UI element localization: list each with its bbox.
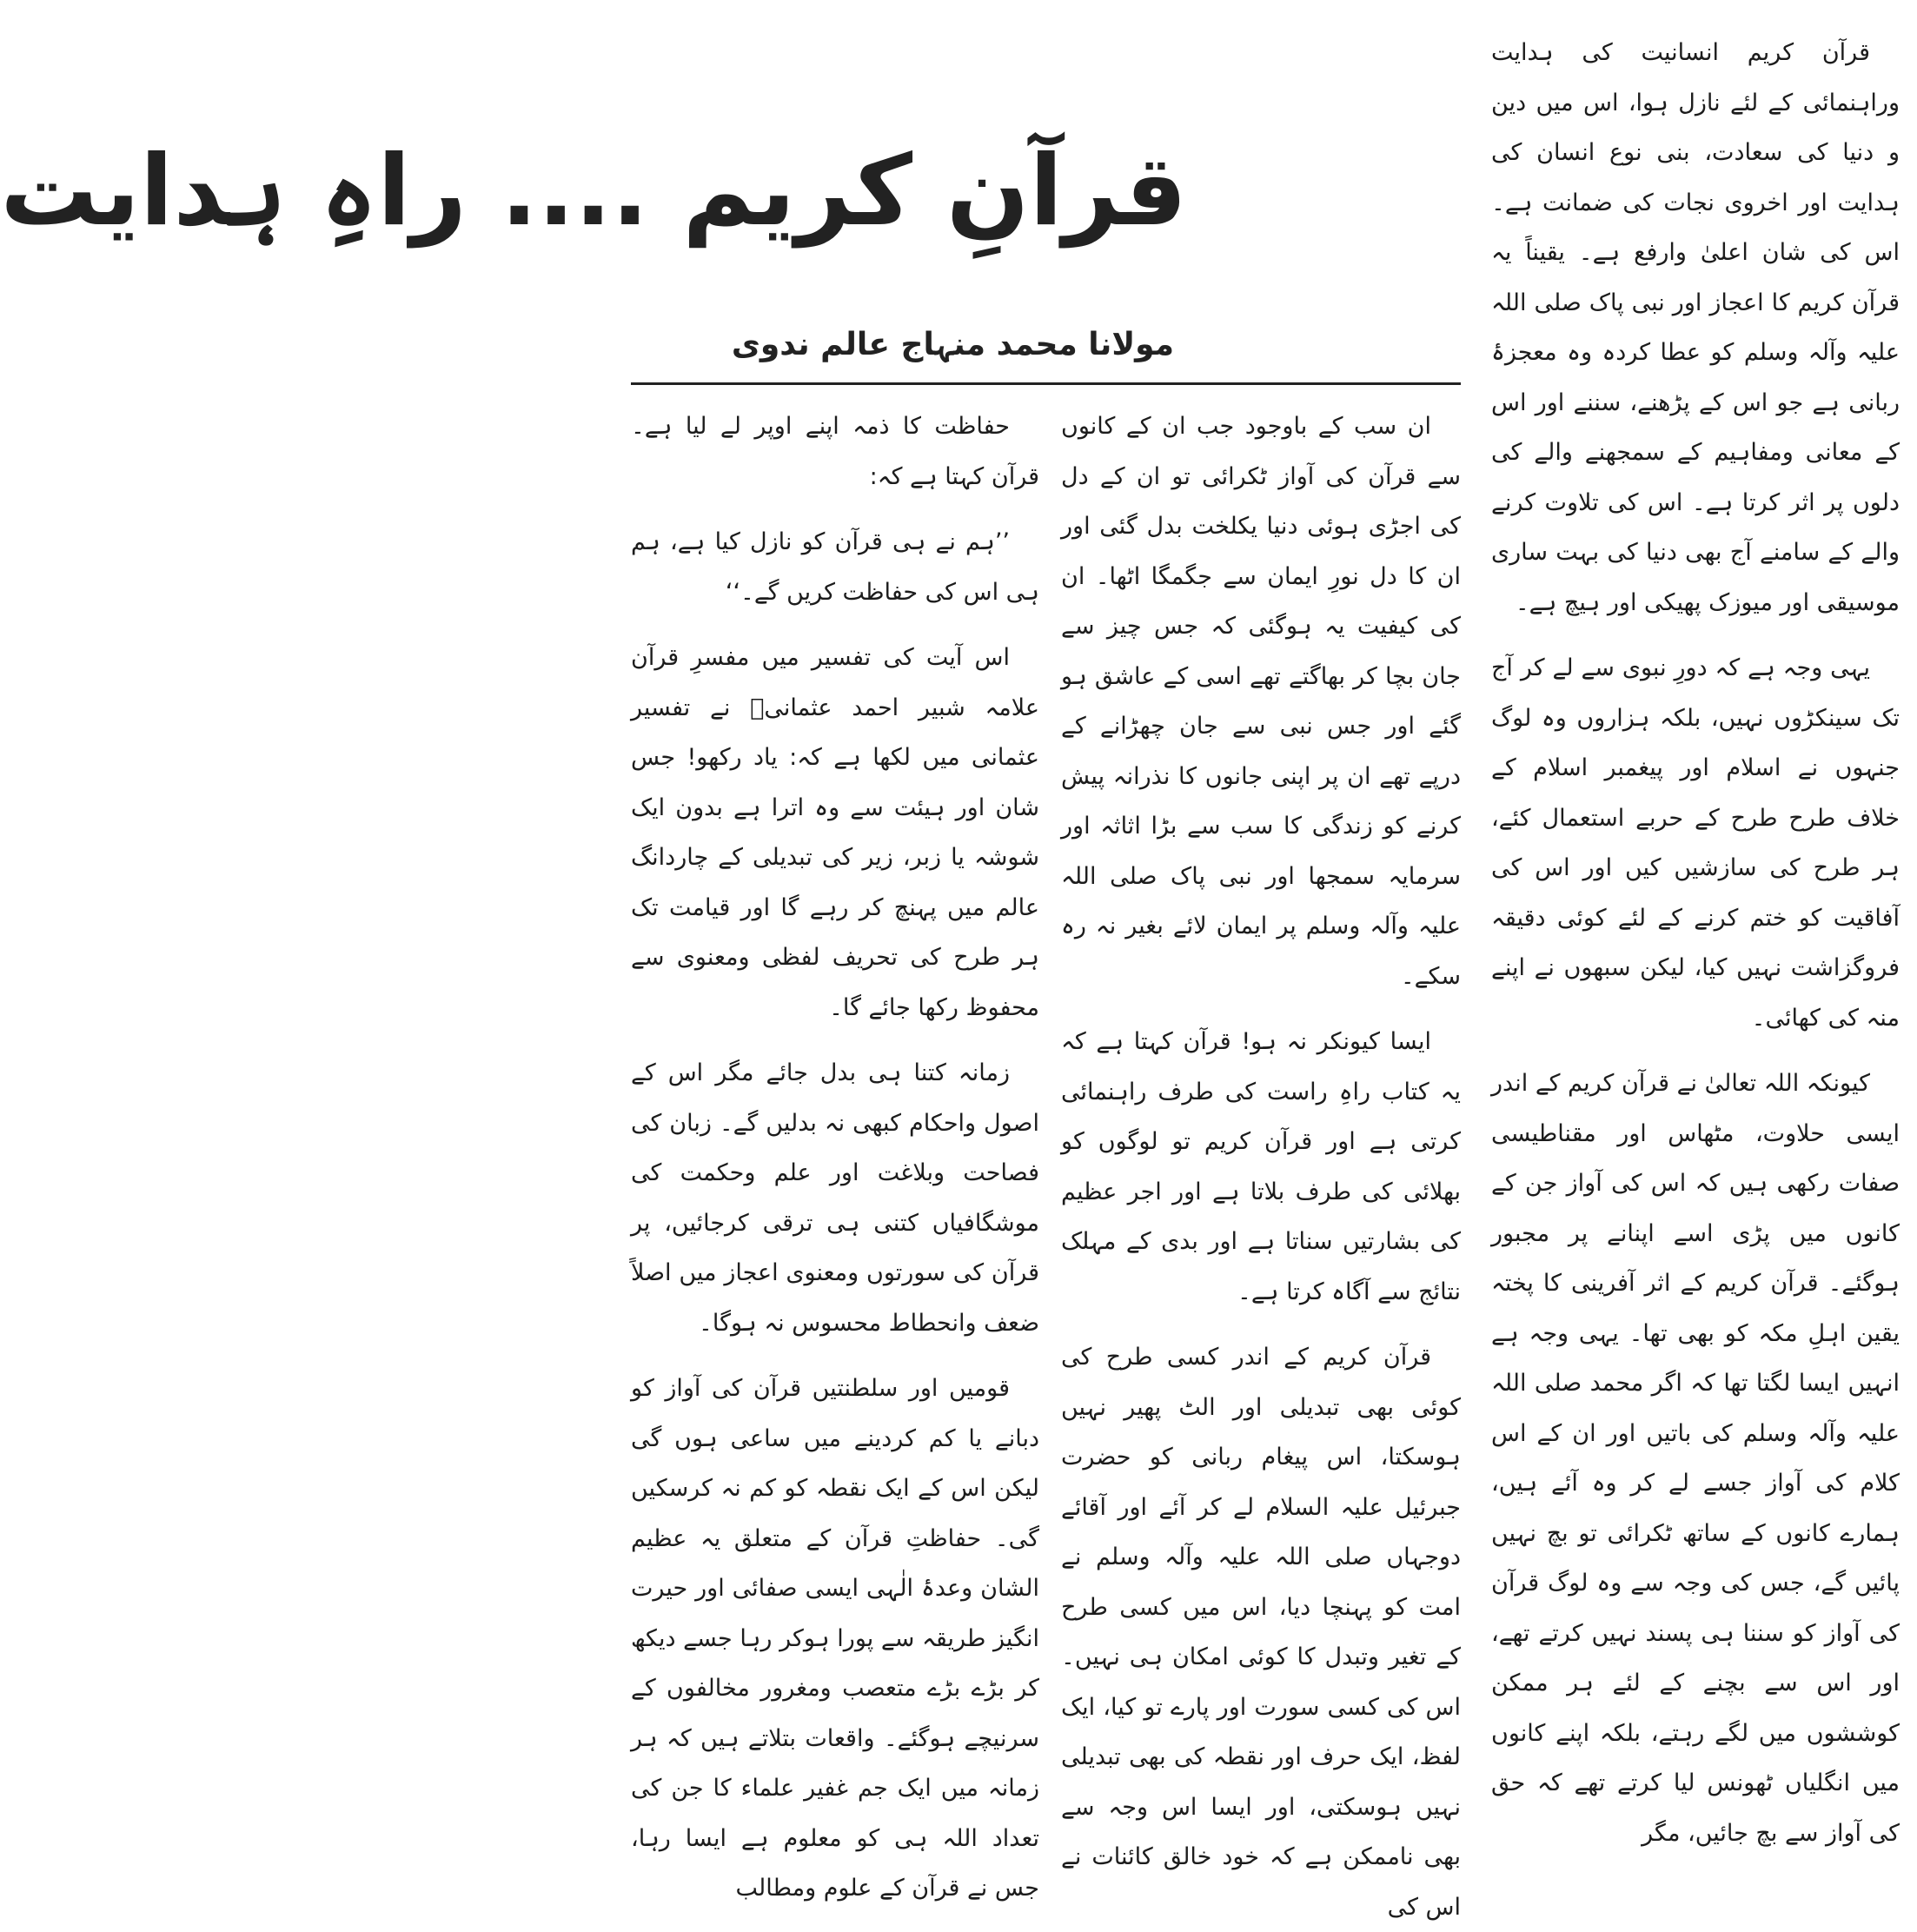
- article-headline: قرآنِ کریم .... راہِ ہدایت: [0, 135, 1187, 248]
- quranic-quote: ’’ہم نے ہی قرآن کو نازل کیا ہے، ہم ہی اس کی حفاظت کریں گے۔‘‘: [631, 528, 1039, 606]
- paragraph: کیونکہ اللہ تعالیٰ نے قرآن کریم کے اندر ایسی حلاوت، مٹھاس اور مقناطیسی صفات رکھی ہیں کہ اس کی آواز جن کے کانوں میں پڑی اسے اپنانے پر مجبور ہوگئے۔ قرآن کریم کے اثر آفرینی کا پختہ یقین اہلِ مکہ کو بھی تھا۔ یہی وجہ ہے انہیں ایسا لگتا تھا کہ اگر محمد صلی اللہ علیہ وآلہ وسلم کی باتیں اور ان کے اس کلام کی آواز جسے لے کر وہ آئے ہیں، ہمارے کانوں کے ساتھ ٹکرائی تو بچ نہیں پائیں گے، جس کی وجہ سے وہ لوگ قرآن کی آواز کو سننا ہی پسند نہیں کرتے تھے، اور اس سے بچنے کے لئے ہر ممکن کوششوں میں لگے رہتے، بلکہ اپنے کانوں میں انگلیاں ٹھونس لیا کرتے تھے کہ حق کی آواز سے بچ جائیں، مگر: [1491, 1070, 1900, 1847]
- paragraph: زمانہ کتنا ہی بدل جائے مگر اس کے اصول واحکام کبھی نہ بدلیں گے۔ زبان کی فصاحت وبلاغت اور علم وحکمت کی موشگافیاں کتنی ہی ترقی کرجائیں، پر قرآن کی سورتوں ومعنوی اعجاز میں اصلاً ضعف وانحطاط محسوس نہ ہوگا۔: [631, 1059, 1039, 1337]
- paragraph: اس آیت کی تفسیر میں مفسرِ قرآن علامہ شبیر احمد عثمانیؒ نے تفسیر عثمانی میں لکھا ہے کہ: یاد رکھو! جس شان اور ہیئت سے وہ اترا ہے بدون ایک شوشہ یا زبر، زیر کی تبدیلی کے چاردانگ عالم میں پہنچ کر رہے گا اور قیامت تک ہر طرح کی تحریف لفظی ومعنوی سے محفوظ رکھا جائے گا۔: [631, 644, 1039, 1021]
- article-column-middle: [1061, 402, 1461, 1921]
- paragraph: قومیں اور سلطنتیں قرآن کی آواز کو دبانے یا کم کردینے میں ساعی ہوں گی لیکن اس کے ایک نقطہ کو کم نہ کرسکیں گی۔ حفاظتِ قرآن کے متعلق یہ عظیم الشان وعدۂ الٰہی ایسی صفائی اور حیرت انگیز طریقہ سے پورا ہوکر رہا جسے دیکھ کر بڑے بڑے متعصب ومغرور مخالفوں کے سرنیچے ہوگئے۔ واقعات بتلاتے ہیں کہ ہر زمانہ میں ایک جم غفیر علماء کا جن کی تعداد اللہ ہی کو معلوم ہے ایسا رہا، جس نے قرآن کے علوم ومطالب: [631, 1375, 1039, 1902]
- paragraph: ان سب کے باوجود جب ان کے کانوں سے قرآن کی آواز ٹکرائی تو ان کے دل کی اجڑی ہوئی دنیا یکلخت بدل گئی اور ان کا دل نورِ ایمان سے جگمگا اٹھا۔ ان کی کیفیت یہ ہوگئی کہ جس چیز سے جان بچا کر بھاگتے تھے اسی کے عاشق ہو گئے اور جس نبی سے جان چھڑانے کے درپے تھے ان پر اپنی جانوں کا نذرانہ پیش کرنے کو زندگی کا سب سے بڑا اثاثہ اور سرمایہ سمجھا اور نبی پاک صلی اللہ علیہ وآلہ وسلم پر ایمان لائے بغیر نہ رہ سکے۔: [1061, 413, 1461, 990]
- article-column-left: [631, 402, 1039, 1902]
- paragraph: یہی وجہ ہے کہ دورِ نبوی سے لے کر آج تک سینکڑوں نہیں، بلکہ ہزاروں وہ لوگ جنہوں نے اسلام اور پیغمبر اسلام کے خلاف طرح طرح کے حربے استعمال کئے، ہر طرح کی سازشیں کیں اور اس کی آفاقیت کو ختم کرنے کے لئے کوئی دقیقہ فروگزاشت نہیں کیا، لیکن سبھوں نے اپنے منہ کی کھائی۔: [1491, 654, 1900, 1032]
- header-divider: [631, 382, 1461, 385]
- paragraph: قرآن کریم کے اندر کسی طرح کی کوئی بھی تبدیلی اور الٹ پھیر نہیں ہوسکتا، اس پیغام ربانی کو حضرت جبرئیل علیہ السلام لے کر آئے اور آقائے دوجہاں صلی اللہ علیہ وآلہ وسلم نے امت کو پہنچا دیا، اس میں کسی طرح کے تغیر وتبدل کا کوئی امکان ہی نہیں۔ اس کی کسی سورت اور پارے تو کیا، ایک لفظ، ایک حرف اور نقطہ کی بھی تبدیلی نہیں ہوسکتی، اور ایسا اس وجہ سے بھی ناممکن ہے کہ خود خالق کائنات نے اس کی: [1061, 1344, 1461, 1921]
- paragraph: حفاظت کا ذمہ اپنے اوپر لے لیا ہے۔ قرآن کہتا ہے کہ:: [631, 413, 1039, 490]
- article-column-right: [1491, 28, 1900, 1896]
- paragraph: قرآن کریم انسانیت کی ہدایت وراہنمائی کے لئے نازل ہوا، اس میں دین و دنیا کی سعادت، بنی نوع انسان کی ہدایت اور اخروی نجات کی ضمانت ہے۔ اس کی شان اعلیٰ وارفع ہے۔ یقیناً یہ قرآن کریم کا اعجاز اور نبی پاک صلی اللہ علیہ وآلہ وسلم کو عطا کردہ وہ معجزۂ ربانی ہے جو اس کے پڑھنے، سننے اور اس کے معانی ومفاہیم کے سمجھنے والے کی دلوں پر اثر کرتا ہے۔ اس کی تلاوت کرنے والے کے سامنے آج بھی دنیا کی بہت ساری موسیقی اور میوزک پھیکی اور ہیچ ہے۔: [1491, 39, 1900, 616]
- author-byline: مولانا محمد منہاج عالم ندوی: [731, 327, 1174, 362]
- paragraph: ایسا کیونکر نہ ہو! قرآن کہتا ہے کہ یہ کتاب راہِ راست کی طرف راہنمائی کرتی ہے اور قرآن کریم تو لوگوں کو بھلائی کی طرف بلاتا ہے اور اجر عظیم کی بشارتیں سناتا ہے اور بدی کے مہلک نتائج سے آگاہ کرتا ہے۔: [1061, 1028, 1461, 1305]
